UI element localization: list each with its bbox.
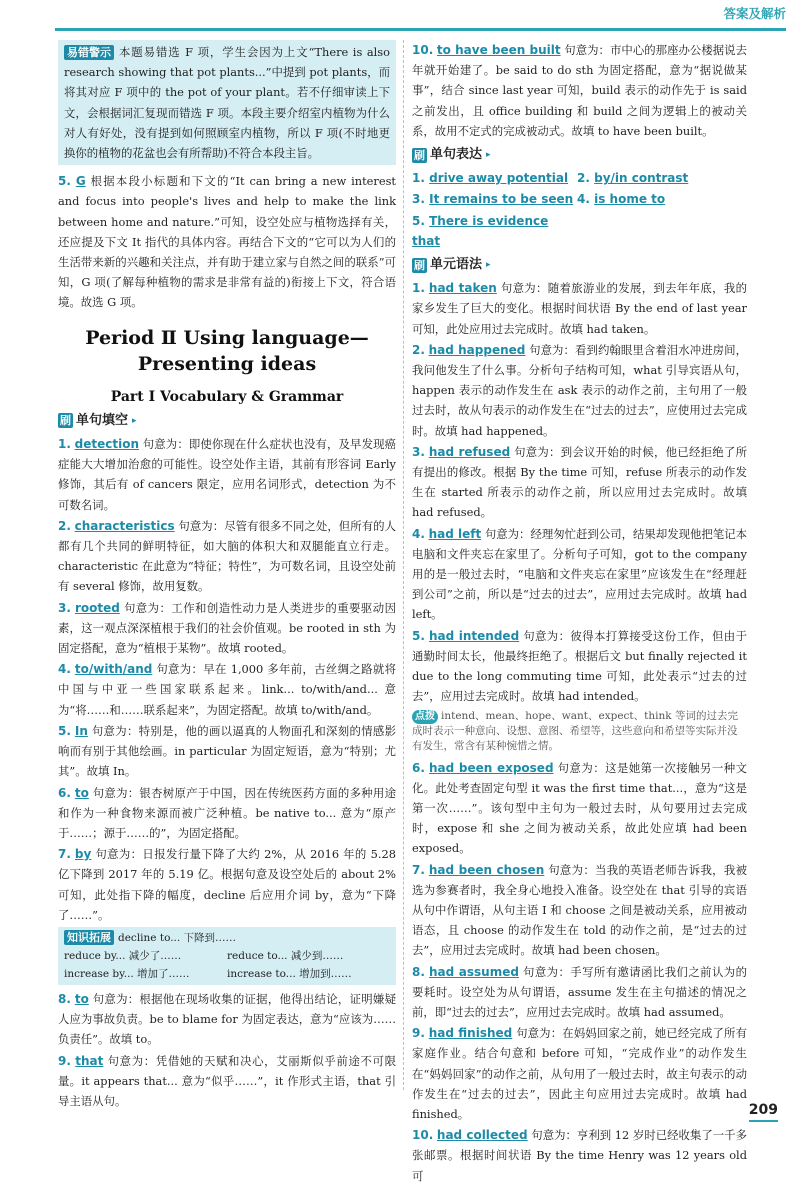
expression-cell (577, 189, 742, 209)
answer-item (412, 1125, 747, 1186)
item-number: 10. (412, 1128, 434, 1143)
item-explanation: 句意为：亨利到 12 岁时已经收集了一千多张邮票。根据时间状语 By the time Henry was 12 years old 可 (412, 1128, 747, 1183)
expression-cell (577, 168, 742, 188)
item-answer: to have been built (436, 43, 561, 57)
tip-text: 本题易错选 F 项，学生会因为上文“There is also research showing that pot plants...”中提到 pot plants，而将其对应 F 项中的 the pot of your plant。若不仔细审读上下文，会根据词汇复现而错选 F 项。本段主要介绍室内植物为什么对人有好处，没有提到如何照顾室内植物，所以 F 项(不时地更换你的植物的花盆也会有所帮助)不符合本段主旨。 (64, 45, 390, 161)
note-box (412, 709, 747, 754)
section-badge: 刷 (414, 148, 425, 162)
answer-item (412, 1023, 747, 1124)
knowledge-grid (64, 947, 390, 983)
item-number: 8. (58, 991, 71, 1006)
item-explanation: 句意为：工作和创造性动力是人类进步的重要驱动因素，这一观点深深植根于我们的社会价值观。be rooted in sth 为固定搭配，意为“植根于某物”。故填 rooted。 (58, 600, 396, 656)
item-number: 2. (577, 171, 590, 186)
item-number: 1. (58, 437, 71, 452)
item-answer: rooted (75, 600, 120, 615)
item-explanation: 句意为：凭借她的天赋和决心，艾丽斯似乎前途不可限量。it appears that... 意为“似乎……”，it 作形式主语，that 引导主语从句。 (58, 1053, 396, 1108)
expression-row (412, 189, 747, 209)
section-badge: 刷 (414, 258, 425, 272)
item-answer: had intended (428, 628, 520, 643)
item-explanation: 句意为：在妈妈回家之前，她已经完成了所有家庭作业。结合句意和 before 可知，“完成作业”的动作发生在“妈妈回家”的动作之前，从句用了一般过去时，故主句表示的动作发生在“过去的过去”，因此主句应用过去完成时。故填 had finished。 (412, 1026, 748, 1121)
item-number: 6. (412, 760, 425, 775)
item-explanation: 根据本段小标题和下文的“It can bring a new interest and focus into people's lives and help to make the link between home and nature.”可知，设空处应与植物选择有关，还应提及下文 It 指代的具体内容。再结合下文的“它可以为人们的生活带来新的兴趣和关注点，并有助于建立家与自然之间的联系”可知，G 项(了解每种植物的需求是非常有益的)衔接上下文，符合语境。故选 G 项。 (58, 174, 397, 310)
item-answer: had refused (428, 444, 511, 459)
answer-item (412, 278, 747, 339)
answer-item (58, 516, 396, 597)
item-answer: detection (74, 437, 140, 452)
item-answer: by/in contrast (594, 171, 689, 186)
item-explanation: 句意为：到会议开始的时候，他已经拒绝了所有提出的修改。根据 By the time 可知，refuse 所表示的动作发生在 started 所表示的动作之前，所以应用过去完成时。故填 had refused。 (412, 444, 747, 520)
item-explanation: 句意为：当我的英语老师告诉我，我被选为参赛者时，我全身心地投入准备。设空处在 that 引导的宾语从句中作谓语，从句主语 I 和 choose 之间是被动关系，应用被动语态，且 choose 的动作发生在 told 的动作之前，是“过去的过去”，应用过去完成时。故填 had been chosen。 (412, 862, 747, 958)
period-title-line-1: Period Ⅱ Using language— (85, 326, 369, 349)
answer-item-5 (58, 171, 396, 312)
item-number: 8. (412, 964, 425, 979)
right-column (412, 40, 747, 1187)
answer-item (58, 434, 396, 515)
expression-row (412, 211, 747, 251)
section-header-grammar (412, 255, 747, 275)
item-answer: to (74, 991, 89, 1006)
knowledge-cell: reduce by... 减少了…… (64, 949, 182, 962)
answer-item (58, 783, 396, 844)
section-title: 单元语法 (430, 257, 483, 273)
knowledge-head: decline to... 下降到…… (118, 931, 237, 944)
item-answer: to/with/and (74, 662, 153, 677)
item-explanation: 句意为：彼得本打算接受这份工作，但由于通勤时间太长，他最终拒绝了。根据后文 but finally rejected it due to the long commuting time 可知，此处表示“过去的过去”，应用过去完成时。故填 had intended。 (412, 628, 747, 704)
answer-item (58, 659, 396, 720)
item-answer: had been chosen (428, 862, 545, 877)
item-answer: had happened (428, 342, 526, 357)
left-items-list-b (58, 989, 396, 1111)
item-number: 2. (58, 518, 71, 533)
item-answer: to (74, 785, 89, 800)
item-number: 9. (412, 1026, 425, 1041)
left-column (58, 40, 396, 1112)
left-items-list (58, 434, 396, 925)
item-answer: G (75, 174, 86, 189)
item-number: 4. (412, 526, 425, 541)
item-answer: had assumed (428, 964, 519, 979)
item-number: 2. (412, 342, 425, 357)
item-answer: There is evidence that (412, 213, 549, 248)
tip-box (58, 40, 396, 165)
section-header-expression (412, 145, 747, 165)
item-number: 7. (412, 862, 425, 877)
expression-cell (412, 189, 577, 209)
answer-item (412, 442, 747, 523)
item-number: 1. (412, 281, 425, 296)
period-title-line-2: Presenting ideas (137, 352, 317, 375)
right-items-list-b (412, 758, 747, 1186)
knowledge-tag: 知识拓展 (64, 930, 114, 945)
answer-item-10a (412, 40, 747, 141)
knowledge-cell: increase to... 增加到…… (227, 967, 352, 980)
tip-tag: 易错警示 (64, 45, 114, 60)
item-answer: had left (428, 526, 482, 541)
column-divider (403, 40, 405, 1090)
item-answer: had been exposed (429, 760, 554, 775)
item-explanation: 句意为：这是她第一次接触另一种文化。此处考查固定句型 it was the first time that...，意为“这是第一次……”。该句型中主句为一般过去时，从句要用过去完成时，expose 和 she 之间为被动关系，故此处应填 had been exposed。 (412, 760, 747, 856)
arrow-icon: ▸ (486, 150, 491, 161)
answer-item (412, 626, 747, 707)
arrow-icon: ▸ (486, 260, 491, 271)
item-answer: It remains to be seen (429, 192, 574, 207)
item-answer: had collected (436, 1128, 528, 1143)
answer-item (412, 860, 747, 961)
item-number: 6. (58, 785, 71, 800)
answer-item (58, 1051, 396, 1112)
expression-cell (412, 168, 577, 188)
item-answer: had taken (428, 281, 497, 296)
expression-row (412, 168, 747, 188)
part-title: Part Ⅰ Vocabulary & Grammar (110, 388, 344, 405)
right-items-list (412, 278, 747, 706)
item-number: 3. (412, 444, 425, 459)
item-number: 4. (577, 192, 590, 207)
item-explanation: 句意为：特别是，他的画以逼真的人物面孔和深刻的情感影响而有别于其他绘画。in particular 为固定短语，意为“特别；尤其”。故填 In。 (58, 723, 397, 779)
header-label: 答案及解析 (723, 6, 786, 21)
item-explanation: 句意为：经理匆忙赶到公司，结果却发现他把笔记本电脑和文件夹忘在家里了。分析句子可知，got to the company 用的是一般过去时，“电脑和文件夹忘在家里”应该发生在“经理赶到公司”之前，所以是“过去的过去”，应用过去完成时。故填 had left。 (412, 526, 748, 622)
item-explanation: 句意为：尽管有很多不同之处，但所有的人都有几个共同的鲜明特征，如大脑的体积大和双腿能直立行走。characteristic 在此意为“特征；特性”，为可数名词，且设空处前有 several 修饰，故用复数。 (58, 518, 397, 594)
item-explanation: 句意为：根据他在现场收集的证据，他得出结论，证明嫌疑人应为事故负责。be to blame for 为固定表达，意为“应该为……负责任”。故填 to。 (58, 991, 396, 1047)
item-answer: drive away potential (429, 171, 569, 186)
item-number: 5. (412, 628, 425, 643)
knowledge-cell: reduce to... 减少到…… (227, 949, 344, 962)
item-answer: had finished (428, 1026, 513, 1041)
item-answer: by (74, 847, 92, 862)
item-answer: that (75, 1053, 104, 1068)
answer-item (58, 721, 396, 782)
item-explanation: 句意为：看到约翰眼里含着泪水冲进房间，我问他发生了什么事。分析句子结构可知，what 引导宾语从句，happen 表示的动作发生在 ask 表示的动作之前，主句用了一般过去时，故从句表示的动作发生在“过去的过去”，应使用过去完成时。故填 had happened。 (412, 342, 748, 438)
item-explanation: 句意为：早在 1,000 多年前，古丝绸之路就将中国与中亚一些国家联系起来。link... to/with/and... 意为“将……和……联系起来”，为固定搭配。故填 to/with/and。 (58, 662, 396, 717)
answer-item (58, 844, 396, 925)
item-explanation: 句意为：手写所有邀请函比我们之前认为的要耗时。设空处为从句谓语，assume 发生在主句描述的情况之前，即“过去的过去”，应用过去完成时。故填 had assumed。 (412, 964, 747, 1019)
header-rule (55, 28, 786, 31)
section-title: 单句表达 (430, 147, 483, 163)
item-number: 1. (412, 171, 425, 186)
answer-item (412, 340, 747, 441)
answer-item (58, 598, 396, 659)
section-title: 单句填空 (76, 412, 129, 428)
item-number: 10. (412, 43, 434, 57)
note-tag: 点拨 (412, 710, 438, 724)
item-number: 3. (58, 600, 71, 615)
item-explanation: 句意为：市中心的那座办公楼据说去年就开始建了。be said to do sth 为固定搭配，意为“据说做某事”，结合 since last year 可知，build 表示的动作先于 is said 之前发出，且 office building 和 build 之间为逻辑上的被动关系，故用不定式的完成被动式。故填 to have been built。 (412, 43, 747, 138)
arrow-icon: ▸ (132, 415, 137, 426)
knowledge-box (58, 927, 396, 985)
item-answer: is home to (594, 192, 666, 207)
item-number: 5. (412, 213, 425, 228)
note-text: intend、mean、hope、want、expect、think 等词的过去完成时表示一种意向、设想、意图、希望等，这些意向和希望等实际并没有发生，常含有某种惋惜之情。 (412, 709, 738, 752)
answer-item (412, 758, 747, 859)
page-number: 209 (749, 1100, 778, 1122)
answer-item (58, 989, 396, 1050)
item-number: 4. (58, 662, 71, 677)
item-number: 7. (58, 847, 71, 862)
expression-cell (412, 211, 577, 251)
item-answer: characteristics (74, 518, 175, 533)
item-number: 3. (412, 192, 425, 207)
item-number: 5. (58, 723, 71, 738)
item-number: 5. (58, 174, 71, 189)
item-explanation: 句意为：随着旅游业的发展，到去年年底，我的家乡发生了巨大的变化。根据时间状语 By the end of last year 可知，此处应用过去完成时。故填 had taken。 (412, 281, 748, 336)
section-badge: 刷 (60, 414, 71, 428)
answer-item (412, 524, 747, 625)
item-explanation: 句意为：日报发行量下降了大约 2%，从 2016 年的 5.28 亿下降到 2017 年的 5.19 亿。根据句意及设空处后的 about 2%可知，此处指下降的幅度，decline 后应用介词 by，意为“下降了……”。 (58, 847, 396, 922)
item-explanation: 句意为：即使你现在什么症状也没有，及早发现癌症能大大增加治愈的可能性。设空处作主语，其前有形容词 Early 修饰，其后有 of cancers 限定，应用名词形式，detection 为不可数名词。 (58, 437, 396, 512)
answer-item (412, 962, 747, 1023)
item-number: 9. (58, 1053, 71, 1068)
item-answer: In (74, 723, 88, 738)
knowledge-cell: increase by... 增加了…… (64, 967, 190, 980)
period-title (58, 325, 396, 377)
section-header-fill-in (58, 411, 396, 431)
item-explanation: 句意为：银杏树原产于中国，因在传统医药方面的多种用途和作为一种食物来源而被广泛种植。be native to... 意为“原产于……；源于……的”，为固定搭配。 (58, 785, 396, 840)
